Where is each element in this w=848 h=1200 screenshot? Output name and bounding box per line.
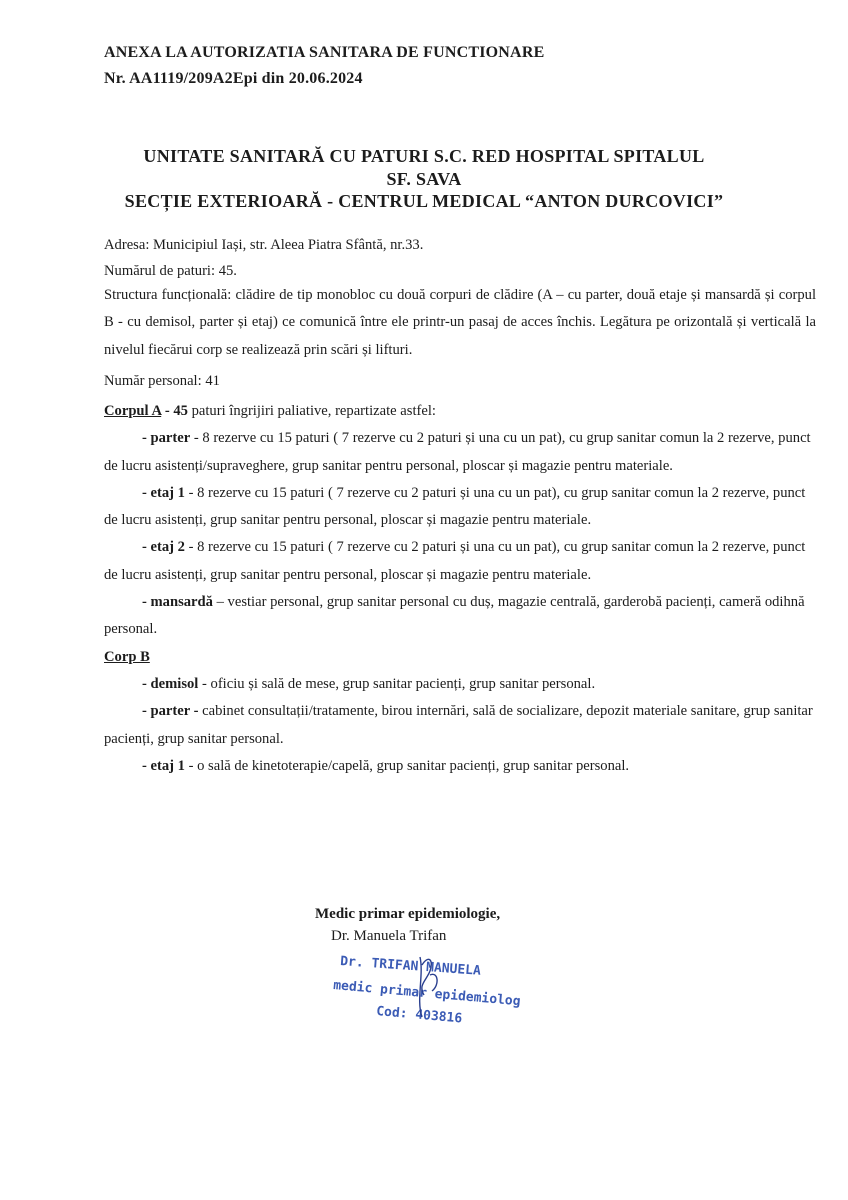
item-label: - mansardă xyxy=(142,594,213,611)
corp-b-etaj1 xyxy=(104,753,816,780)
item-label: - etaj 1 xyxy=(142,757,185,774)
corp-a-desc: paturi îngrijiri paliative, repartizate astfel: xyxy=(187,403,436,419)
staff-count: Număr personal: 41 xyxy=(104,373,220,389)
corp-a-etaj1 xyxy=(104,480,816,535)
item-label: - etaj 2 xyxy=(142,539,185,556)
bed-count: Numărul de paturi: 45. xyxy=(104,263,237,279)
annex-number: Nr. AA1119/209A2Epi din 20.06.2024 xyxy=(104,70,363,87)
corp-b-heading xyxy=(104,644,816,671)
stamp-line1: Dr. TRIFAN MANUELA xyxy=(339,954,482,979)
item-text: - 8 rezerve cu 15 paturi ( 7 rezerve cu 2 paturi și una cu un pat), cu grup sanitar comun la 2 rezerve, punct de lucru asistenți, grup sanitar pentru personal, ploscar și magazie pentru materiale. xyxy=(104,484,806,529)
item-text: – vestiar personal, grup sanitar personal cu duș, magazie centrală, garderobă pacienți, cameră odihnă personal. xyxy=(104,594,805,638)
signature-name: Dr. Manuela Trifan xyxy=(331,928,447,944)
item-text: - 8 rezerve cu 15 paturi ( 7 rezerve cu 2 paturi și una cu un pat), cu grup sanitar comun la 2 rezerve, punct de lucru asistenți/supraveghere, grup sanitar pentru personal, ploscar și magazie pentru materiale. xyxy=(104,430,811,474)
unit-title-line3: SECȚIE EXTERIOARĂ - CENTRUL MEDICAL “ANTON DURCOVICI” xyxy=(124,191,724,211)
stamp-line2: medic primar epidemiolog xyxy=(332,978,522,1010)
stamp-line3: Cod: 403816 xyxy=(375,1004,463,1027)
unit-title-line1: UNITATE SANITARĂ CU PATURI S.C. RED HOSPITAL SPITALUL xyxy=(143,146,705,166)
item-label: - parter xyxy=(142,430,191,447)
corp-b-parter xyxy=(104,698,816,753)
signature-title: Medic primar epidemiologie, xyxy=(315,906,501,922)
corp-a-heading xyxy=(104,398,816,425)
doctor-stamp xyxy=(328,945,558,1045)
corp-a-sep: - xyxy=(161,403,174,419)
item-label: - demisol xyxy=(142,675,199,692)
corp-a-label: Corpul A xyxy=(104,403,162,419)
item-label: - parter - xyxy=(142,703,199,720)
corp-a-etaj2 xyxy=(104,534,816,589)
corp-b-demisol xyxy=(104,671,816,698)
item-text: - 8 rezerve cu 15 paturi ( 7 rezerve cu 2 paturi și una cu un pat), cu grup sanitar comun la 2 rezerve, punct de lucru asistenți, grup sanitar pentru personal, ploscar și magazie pentru materiale. xyxy=(104,539,806,583)
item-text: - oficiu și sală de mese, grup sanitar pacienți, grup sanitar personal. xyxy=(198,675,596,692)
corp-a-parter xyxy=(104,425,816,480)
corp-b-label: Corp B xyxy=(104,648,150,665)
item-label: - etaj 1 xyxy=(142,484,185,501)
corp-a-mansarda xyxy=(104,589,816,644)
address: Adresa: Municipiul Iași, str. Aleea Piatra Sfântă, nr.33. xyxy=(104,237,424,253)
corp-a-section xyxy=(104,398,816,780)
annex-title: ANEXA LA AUTORIZATIA SANITARA DE FUNCTIONARE xyxy=(104,44,545,61)
item-text: cabinet consultații/tratamente, birou internări, sală de socializare, depozit materiale sanitare, grup sanitar pacienți, grup sanitar personal. xyxy=(104,703,813,747)
corp-a-count: 45 xyxy=(173,403,188,419)
unit-title-line2: SF. SAVA xyxy=(386,169,462,189)
item-text: - o sală de kinetoterapie/capelă, grup sanitar pacienți, grup sanitar personal. xyxy=(184,757,630,774)
functional-structure: Structura funcțională: clădire de tip monobloc cu două corpuri de clădire (A – cu parter, două etaje și mansardă și corpul B - cu demisol, parter și etaj) ce comunică între ele printr-un pasaj de acces închis. Legătura pe orizontală și verticală la nivelul fiecărui corp se realizează prin scări și lifturi. xyxy=(104,287,816,358)
